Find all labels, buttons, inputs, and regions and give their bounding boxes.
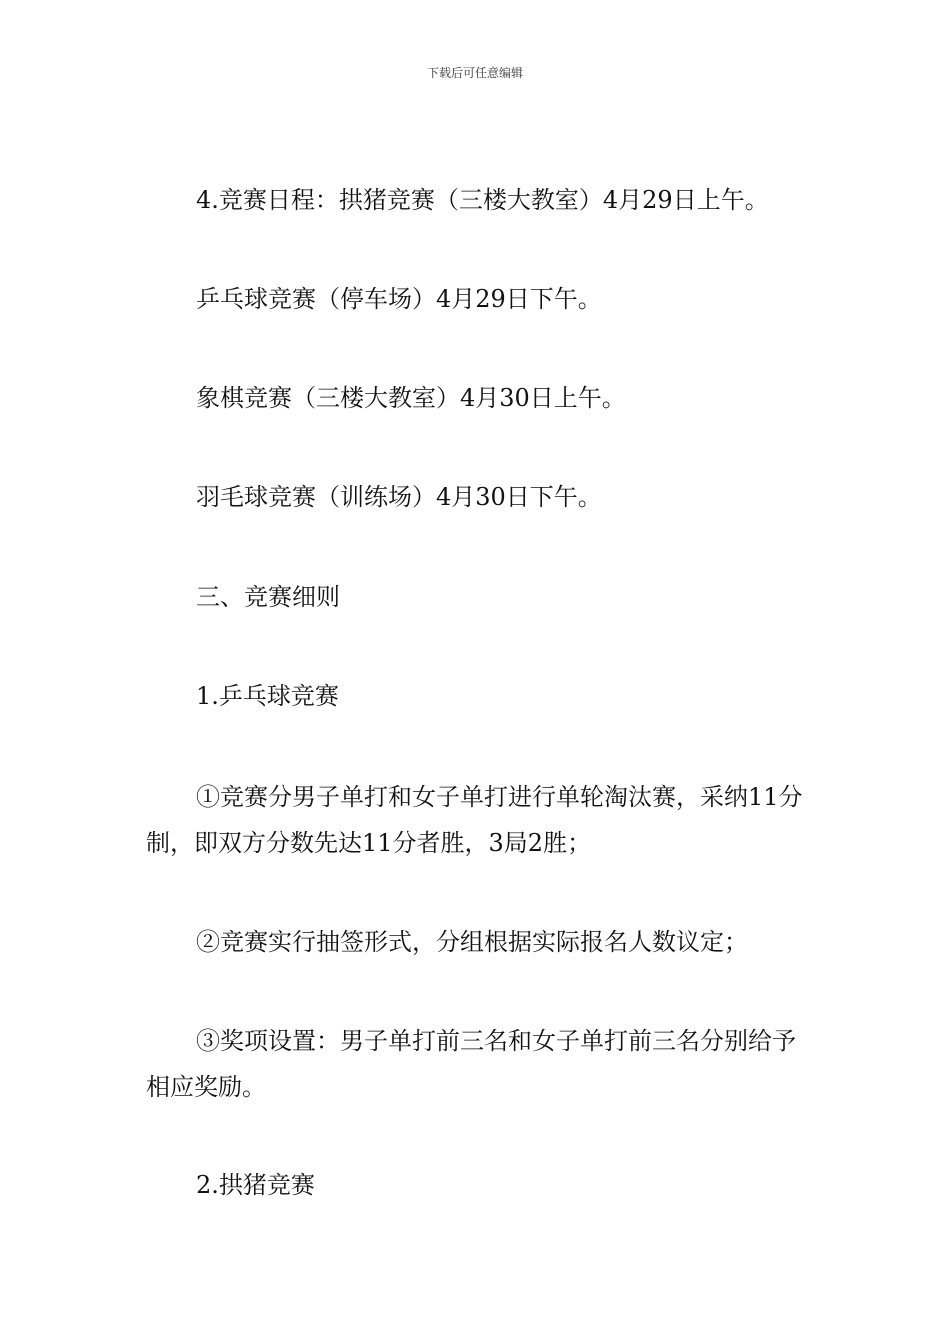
schedule-item-chess: 象棋竞赛（三楼大教室）4月30日上午。 — [196, 384, 626, 412]
subsection-heading-pig-game: 2.拱猪竞赛 — [196, 1171, 315, 1199]
section-heading-rules: 三、竞赛细则 — [196, 583, 340, 611]
rule-item-2: ②竞赛实行抽签形式，分组根据实际报名人数议定； — [196, 928, 748, 956]
schedule-item-badminton: 羽毛球竞赛（训练场）4月30日下午。 — [196, 483, 602, 511]
page-header: 下载后可任意编辑 — [426, 66, 523, 80]
subsection-heading-table-tennis: 1.乒乓球竞赛 — [196, 682, 339, 710]
rule-item-3: ③奖项设置：男子单打前三名和女子单打前三名分别给予相应奖励。 — [146, 1027, 796, 1101]
schedule-item-table-tennis: 乒乓球竞赛（停车场）4月29日下午。 — [196, 285, 602, 313]
schedule-item-pig-game: 4.竞赛日程：拱猪竞赛（三楼大教室）4月29日上午。 — [196, 186, 769, 214]
rule-item-1: ①竞赛分男子单打和女子单打进行单轮淘汰赛，采纳11分制，即双方分数先达11分者胜，3局2胜； — [146, 783, 803, 857]
